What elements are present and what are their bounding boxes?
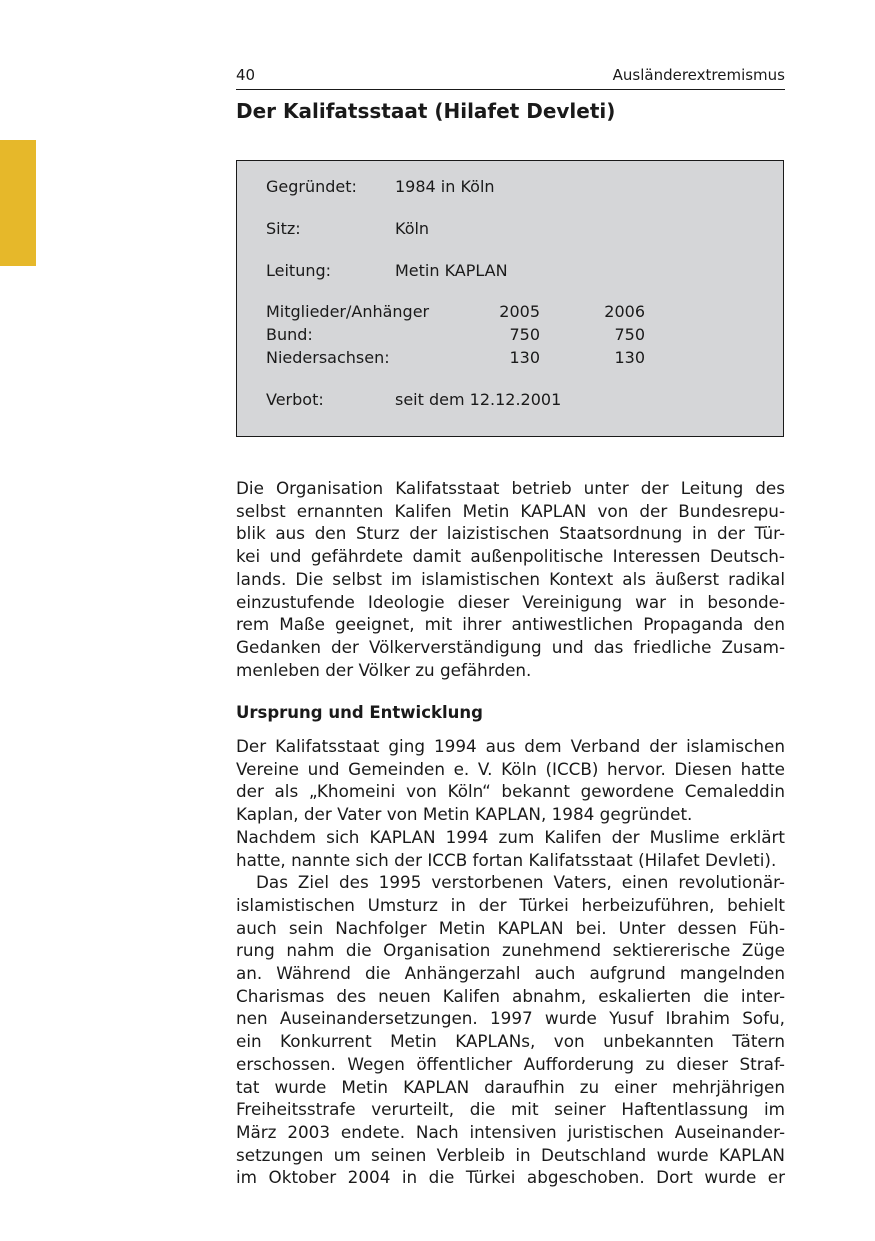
subheading: Ursprung und Entwicklung — [236, 703, 483, 722]
text-line: kei und gefährdete damit außenpolitische Interessen Deutsch- — [236, 546, 785, 567]
founded-value: 1984 in Köln — [395, 177, 495, 196]
text-line: Vereine und Gemeinden e. V. Köln (ICCB) hervor. Diesen hatte — [236, 758, 785, 779]
text-line: Kaplan, der Vater von Metin KAPLAN, 1984 gegründet. — [236, 804, 693, 825]
text-line: setzungen um seinen Verbleib in Deutschland wurde KAPLAN — [236, 1144, 785, 1165]
text-line: erschossen. Wegen öffentlicher Aufforderung zu dieser Straf- — [236, 1053, 785, 1074]
text-line: einzustufende Ideologie dieser Vereinigung war in besonde- — [236, 591, 785, 612]
seat-value: Köln — [395, 219, 430, 238]
ban-label: Verbot: — [266, 390, 324, 409]
founded-label: Gegründet: — [266, 177, 357, 196]
ban-value: seit dem 12.12.2001 — [395, 390, 562, 409]
text-line: islamistischen Umsturz in der Türkei herbeizuführen, behielt — [236, 894, 785, 915]
text-line: lands. Die selbst im islamistischen Kontext als äußerst radikal — [236, 568, 785, 589]
text-line: selbst ernannten Kalifen Metin KAPLAN von der Bundesrepu- — [236, 500, 785, 521]
text-line: nen Auseinandersetzungen. 1997 wurde Yusuf Ibrahim Sofu, — [236, 1008, 785, 1029]
text-line: Nachdem sich KAPLAN 1994 zum Kalifen der Muslime erklärt — [236, 826, 785, 847]
info-box — [236, 160, 784, 437]
text-line: Freiheitsstrafe verurteilt, die mit seiner Haftentlassung im — [236, 1099, 785, 1120]
running-header — [236, 64, 785, 90]
federal-label: Bund: — [266, 325, 313, 344]
year-2005: 2005 — [499, 302, 540, 321]
page-number: 40 — [236, 66, 256, 84]
members-label: Mitglieder/Anhänger — [266, 302, 430, 321]
text-line: Gedanken der Völkerverständigung und das friedliche Zusam- — [236, 636, 785, 657]
text-line: rem Maße geeignet, mit ihrer antiwestlichen Propaganda den — [236, 614, 785, 635]
lower-saxony-2005-value: 130 — [509, 348, 540, 367]
federal-2005-value: 750 — [509, 325, 540, 344]
text-line: blik aus den Sturz der laizistischen Staatsordnung in der Tür- — [236, 523, 785, 544]
intro-paragraph — [236, 477, 785, 681]
text-line: menleben der Völker zu gefährden. — [236, 659, 532, 680]
text-line: der als „Khomeini von Köln“ bekannt gewordene Cemaleddin — [236, 781, 785, 802]
page-title: Der Kalifatsstaat (Hilafet Devleti) — [236, 99, 616, 123]
text-line: Das Ziel des 1995 verstorbenen Vaters, einen revolutionär- — [256, 872, 785, 893]
lower-saxony-2006-value: 130 — [614, 348, 645, 367]
text-line: im Oktober 2004 in die Türkei abgeschoben. Dort wurde er — [236, 1167, 785, 1188]
text-line: an. Während die Anhängerzahl auch aufgrund mangelnden — [236, 963, 785, 984]
lower-saxony-label: Niedersachsen: — [266, 348, 390, 367]
federal-2006-value: 750 — [614, 325, 645, 344]
seat-label: Sitz: — [266, 219, 301, 238]
text-line: rung nahm die Organisation zunehmend sektiererische Züge — [236, 940, 785, 961]
leadership-label: Leitung: — [266, 261, 332, 280]
text-line: Die Organisation Kalifatsstaat betrieb unter der Leitung des — [236, 478, 785, 498]
text-line: ein Konkurrent Metin KAPLANs, von unbekannten Tätern — [236, 1031, 785, 1052]
origin-paragraph — [236, 735, 785, 1189]
chapter-tab-marker — [0, 140, 36, 266]
text-line: hatte, nannte sich der ICCB fortan Kalifatsstaat (Hilafet Devleti). — [236, 849, 777, 870]
text-line: Charismas des neuen Kalifen abnahm, eskalierten die inter- — [236, 985, 785, 1006]
leadership-value: Metin KAPLAN — [395, 261, 508, 280]
text-line: tat wurde Metin KAPLAN daraufhin zu einer mehrjährigen — [236, 1076, 785, 1097]
section-title: Ausländerextremismus — [612, 66, 785, 84]
text-line: März 2003 endete. Nach intensiven juristischen Auseinander- — [236, 1121, 785, 1142]
year-2006: 2006 — [604, 302, 645, 321]
text-line: auch sein Nachfolger Metin KAPLAN bei. Unter dessen Füh- — [236, 917, 785, 938]
text-line: Der Kalifatsstaat ging 1994 aus dem Verband der islamischen — [236, 736, 785, 756]
